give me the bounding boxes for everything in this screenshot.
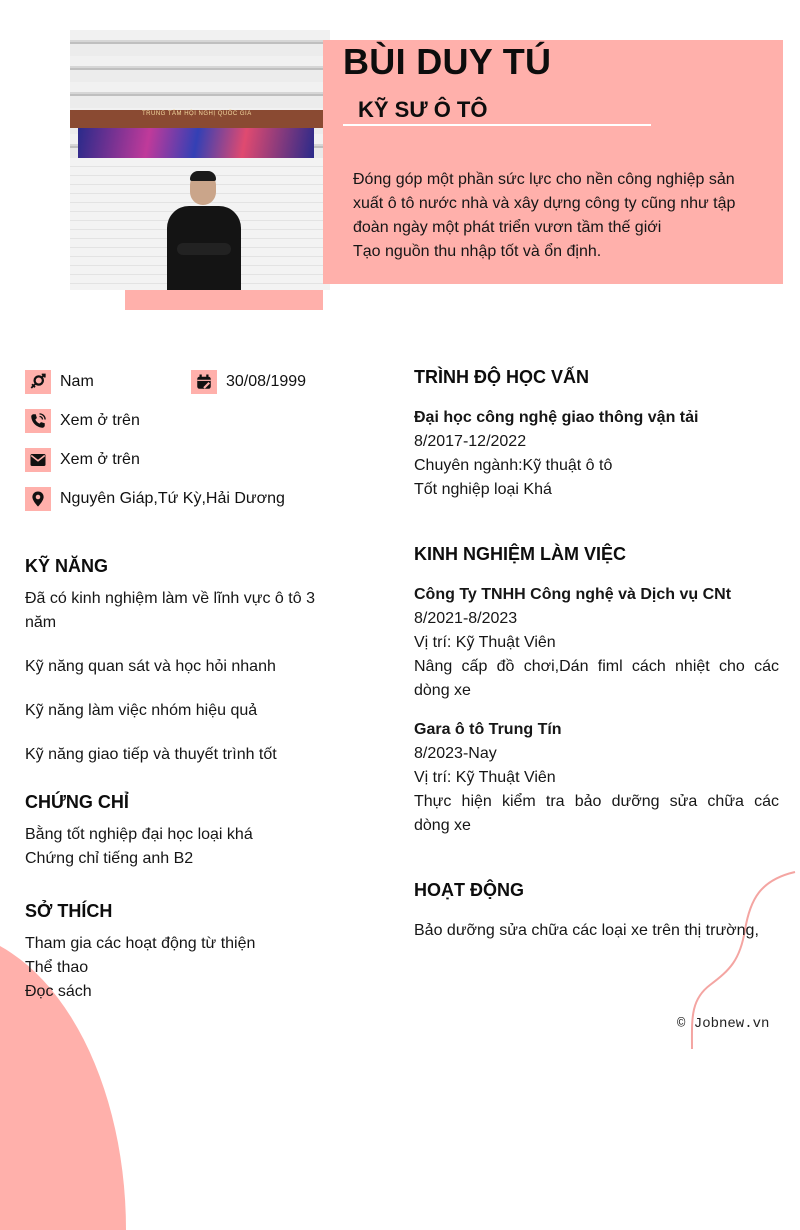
certificates-heading: CHỨNG CHỈ [25,792,129,812]
hobby-item: Thể thao [25,959,89,976]
certificate-item: Bằng tốt nghiệp đại học loại khá [25,826,253,843]
activity-text: Bảo dưỡng sửa chữa các loại xe trên thị trường, [414,922,759,939]
job-position: Vị trí: Kỹ Thuật Viên [414,634,556,651]
contact-gender: Nam [25,370,94,394]
skill-item: Kỹ năng làm việc nhóm hiệu quả [25,702,258,719]
copyright-footer: © Jobnew.vn [677,1016,770,1032]
calendar-icon [191,370,217,394]
hobbies-list [25,932,255,1004]
skill-item: Kỹ năng giao tiếp và thuyết trình tốt [25,746,277,763]
skills-heading: KỸ NĂNG [25,556,109,576]
job-description-cont: dòng xe [414,817,471,834]
certificate-item: Chứng chỉ tiếng anh B2 [25,850,194,867]
job-period: 8/2023-Nay [414,745,497,762]
activities-heading: HOẠT ĐỘNG [414,880,524,900]
envelope-icon [25,448,51,472]
hobby-item: Tham gia các hoạt động từ thiện [25,935,256,952]
phone-icon [25,409,51,433]
experience-entry [414,583,779,703]
experience-entry [414,718,779,838]
hobbies-heading: SỞ THÍCH [25,901,113,921]
skill-item: Kỹ năng quan sát và học hỏi nhanh [25,658,276,675]
skill-item: Đã có kinh nghiệm làm về lĩnh vực ô tô 3 năm [25,590,315,631]
job-description: Thực hiện kiểm tra bảo dưỡng sửa chữa các [414,793,779,810]
photo-accent-bar [125,290,323,310]
job-title: KỸ SƯ Ô TÔ [358,97,488,122]
education-grade: Tốt nghiệp loại Khá [414,481,552,498]
school-name: Đại học công nghệ giao thông vận tải [414,409,699,426]
contact-phone: Xem ở trên [25,409,140,433]
education-major: Chuyên ngành:Kỹ thuật ô tô [414,457,613,474]
hobby-item: Đọc sách [25,983,92,1000]
company-name: Công Ty TNHH Công nghệ và Dịch vụ CNt [414,586,732,603]
contact-email: Xem ở trên [25,448,140,472]
education-period: 8/2017-12/2022 [414,433,527,450]
title-divider [343,124,651,126]
education-entry [414,406,780,502]
career-objective: Đóng góp một phần sức lực cho nền công nghiệp sản xuất ô tô nước nhà và xây dựng công ty cũng như tập đoàn ngày một phát triển vươn tầm thế giới Tạo nguồn thu nhập tốt và ổn định. [353,171,736,260]
job-position: Vị trí: Kỹ Thuật Viên [414,769,556,786]
profile-photo: TRUNG TÂM HỘI NGHỊ QUỐC GIA [70,30,330,290]
certificates-list [25,823,253,871]
education-heading: TRÌNH ĐỘ HỌC VẤN [414,367,589,387]
job-description-cont: dòng xe [414,682,471,699]
experience-heading: KINH NGHIỆM LÀM VIỆC [414,544,627,564]
job-period: 8/2021-8/2023 [414,610,518,627]
candidate-name: BÙI DUY TÚ [343,41,552,82]
contact-birthday: 30/08/1999 [191,370,306,394]
company-name: Gara ô tô Trung Tín [414,721,562,738]
job-description: Nâng cấp đồ chơi,Dán fiml cách nhiệt cho các [414,658,779,675]
location-pin-icon [25,487,51,511]
gender-icon [25,370,51,394]
contact-address: Nguyên Giáp,Tứ Kỳ,Hải Dương [25,487,285,511]
